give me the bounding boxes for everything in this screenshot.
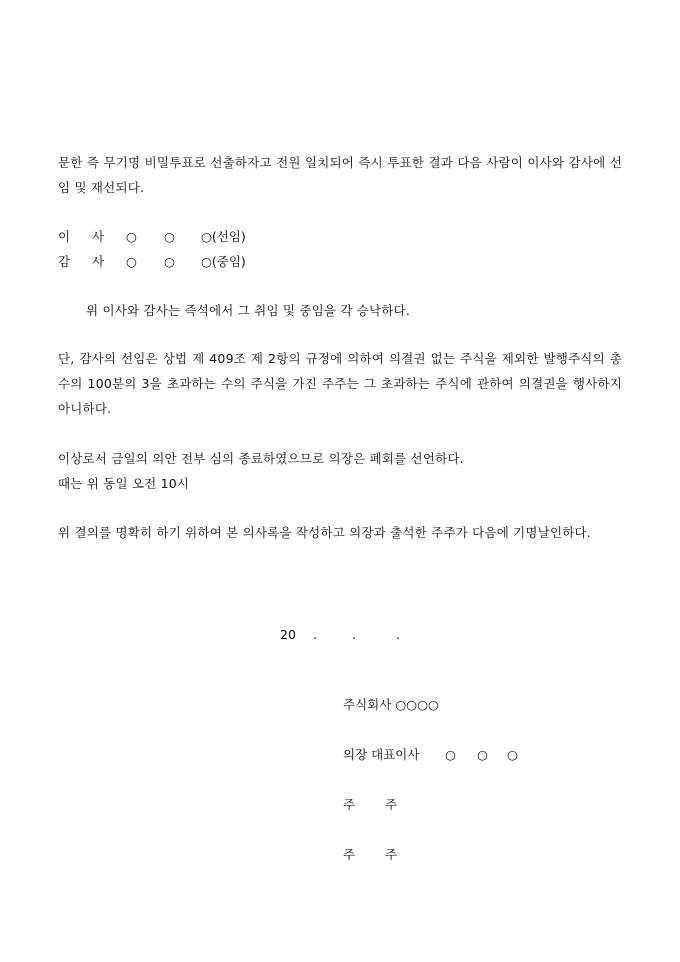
company-name: 주식회사 ○○○○ (343, 697, 439, 712)
date-year: 20 (280, 627, 296, 642)
chair-label: 의장 대표이사 (343, 747, 420, 762)
appointment-row-auditor (58, 249, 278, 274)
attestation-paragraph: 위 결의를 명확히 하기 위하여 본 의사록을 작성하고 의장과 출석한 주주가 다음에 기명날인하다. (58, 525, 591, 540)
name-mark: ○ (507, 747, 518, 762)
name-mark: ○ (477, 747, 488, 762)
role-char: 감 (58, 254, 71, 269)
acceptance-paragraph: 위 이사와 감사는 즉석에서 그 취임 및 중임을 각 승낙하다. (86, 303, 411, 318)
chair-signature (343, 742, 583, 767)
shareholder-signature: 주 주 (343, 797, 398, 812)
proviso-paragraph: 단, 감사의 선임은 상법 제 409조 제 2항의 규정에 의하여 의결권 없는 주식을 제외한 발행주식의 총수의 100분의 3을 초과하는 수의 주식을 가진 주주는 그 초과하는 주식에 관하여 의결권을 행사하지 아니하다. (58, 351, 622, 416)
role-char: 이 (58, 229, 71, 244)
name-mark: ○ (126, 254, 137, 269)
shareholder-signature: 주 주 (343, 847, 398, 862)
name-mark: ○ (445, 747, 456, 762)
name-mark: ○ (126, 229, 137, 244)
closing-paragraph: 이상로서 금일의 의안 전부 심의 종료하였으므로 의장은 폐회를 선언하다. (58, 451, 464, 466)
date-separator: . (396, 627, 400, 642)
date-separator: . (352, 627, 356, 642)
intro-paragraph: 문한 즉 무기명 비밀투표로 선출하자고 전원 일치되어 즉시 투표한 결과 다음 사람이 이사와 감사에 선임 및 재선되다. (58, 155, 622, 195)
appointment-row-director (58, 224, 278, 249)
role-char: 사 (92, 229, 105, 244)
name-mark: ○ (164, 229, 175, 244)
name-mark-status: ○(중임) (201, 254, 246, 269)
closing-time: 때는 위 동일 오전 10시 (58, 476, 190, 491)
name-mark-status: ○(선임) (201, 229, 246, 244)
date-line (280, 622, 410, 647)
name-mark: ○ (164, 254, 175, 269)
date-separator: . (313, 627, 317, 642)
role-char: 사 (92, 254, 105, 269)
